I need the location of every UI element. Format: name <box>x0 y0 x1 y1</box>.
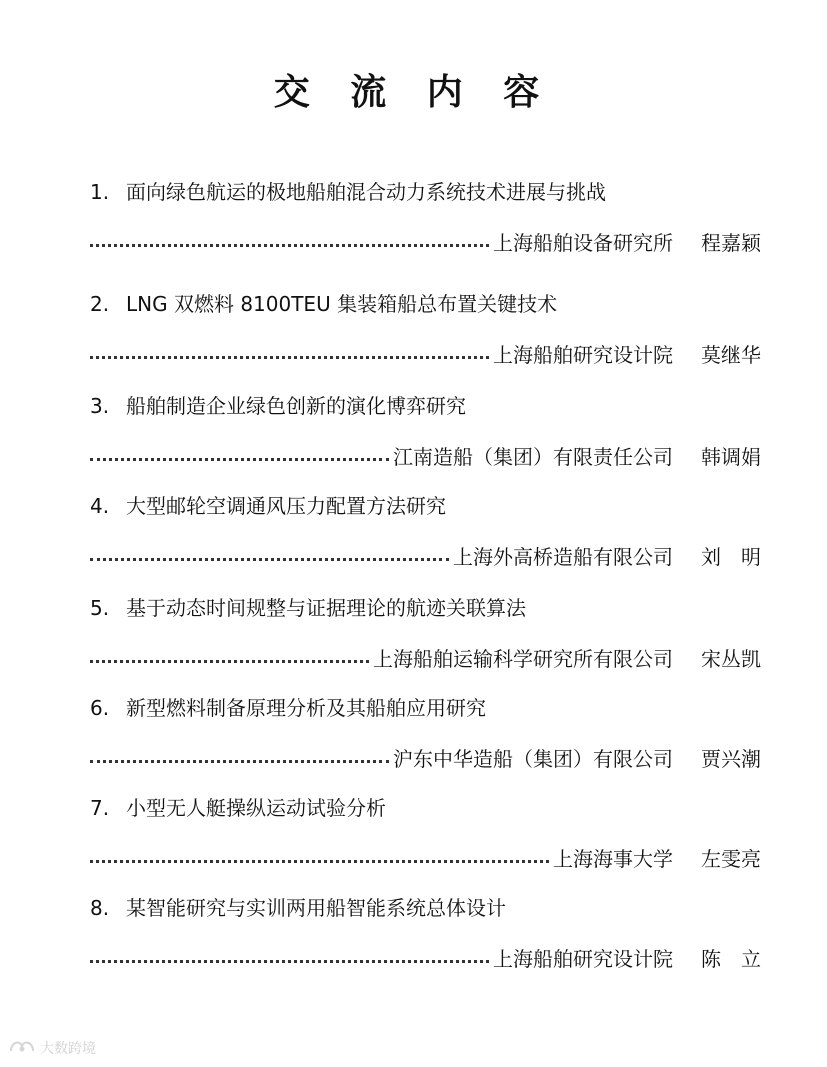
item-author: 左雯亮 <box>701 846 761 871</box>
watermark-text: 大数跨境 <box>40 1041 96 1057</box>
leader-dots <box>90 760 389 763</box>
item-title-text: 大型邮轮空调通风压力配置方法研究 <box>126 494 446 518</box>
item-number: 6. <box>90 696 110 720</box>
item-title-text: 某智能研究与实训两用船智能系统总体设计 <box>126 896 506 920</box>
watermark-logo-icon <box>8 1037 40 1059</box>
leader-dots <box>90 960 489 963</box>
item-number: 7. <box>90 796 110 820</box>
watermark <box>8 1037 96 1059</box>
item-author: 程嘉颖 <box>701 230 761 255</box>
item-meta <box>90 440 761 470</box>
list-item <box>0 892 827 992</box>
item-title <box>90 288 557 317</box>
list-item <box>0 390 827 490</box>
item-number: 2. <box>90 292 110 316</box>
leader-dots <box>90 660 369 663</box>
item-organization: 上海船舶设备研究所 <box>493 230 673 255</box>
list-item <box>0 592 827 692</box>
item-title-text: 基于动态时间规整与证据理论的航迹关联算法 <box>126 596 526 620</box>
item-title <box>90 176 606 205</box>
item-organization: 上海外高桥造船有限公司 <box>453 544 673 569</box>
item-meta <box>90 226 761 256</box>
item-title <box>90 390 466 419</box>
item-meta <box>90 842 761 872</box>
item-author: 韩调娟 <box>701 444 761 469</box>
list-item <box>0 792 827 892</box>
item-title-text: 面向绿色航运的极地船舶混合动力系统技术进展与挑战 <box>126 180 606 204</box>
item-organization: 沪东中华造船（集团）有限公司 <box>393 746 673 771</box>
item-number: 3. <box>90 394 110 418</box>
item-title <box>90 892 506 921</box>
leader-dots <box>90 558 449 561</box>
item-author: 宋丛凯 <box>701 646 761 671</box>
leader-dots <box>90 244 489 247</box>
leader-dots <box>90 458 389 461</box>
item-title <box>90 792 386 821</box>
item-organization: 江南造船（集团）有限责任公司 <box>393 444 673 469</box>
item-number: 1. <box>90 180 110 204</box>
list-item <box>0 692 827 792</box>
item-organization: 上海船舶研究设计院 <box>493 342 673 367</box>
list-item <box>0 176 827 276</box>
page-title: 交 流 内 容 <box>273 71 554 113</box>
leader-dots <box>90 860 549 863</box>
item-meta <box>90 338 761 368</box>
item-author: 贾兴潮 <box>701 746 761 771</box>
item-organization: 上海船舶运输科学研究所有限公司 <box>373 646 673 671</box>
item-organization: 上海船舶研究设计院 <box>493 946 673 971</box>
list-item <box>0 490 827 590</box>
item-number: 8. <box>90 896 110 920</box>
item-number: 5. <box>90 596 110 620</box>
item-organization: 上海海事大学 <box>553 846 673 871</box>
item-meta <box>90 642 761 672</box>
item-author: 陈 立 <box>701 946 761 971</box>
item-title-text: 船舶制造企业绿色创新的演化博弈研究 <box>126 394 466 418</box>
item-title <box>90 490 446 519</box>
item-number: 4. <box>90 494 110 518</box>
item-title <box>90 592 526 621</box>
item-author: 莫继华 <box>701 342 761 367</box>
leader-dots <box>90 356 489 359</box>
item-title-text: 小型无人艇操纵运动试验分析 <box>126 796 386 820</box>
item-author: 刘 明 <box>701 544 761 569</box>
item-title-text: LNG 双燃料 8100TEU 集装箱船总布置关键技术 <box>126 292 558 316</box>
item-title-text: 新型燃料制备原理分析及其船舶应用研究 <box>126 696 486 720</box>
list-item <box>0 288 827 388</box>
item-meta <box>90 942 761 972</box>
item-meta <box>90 540 761 570</box>
item-meta <box>90 742 761 772</box>
item-title <box>90 692 486 721</box>
